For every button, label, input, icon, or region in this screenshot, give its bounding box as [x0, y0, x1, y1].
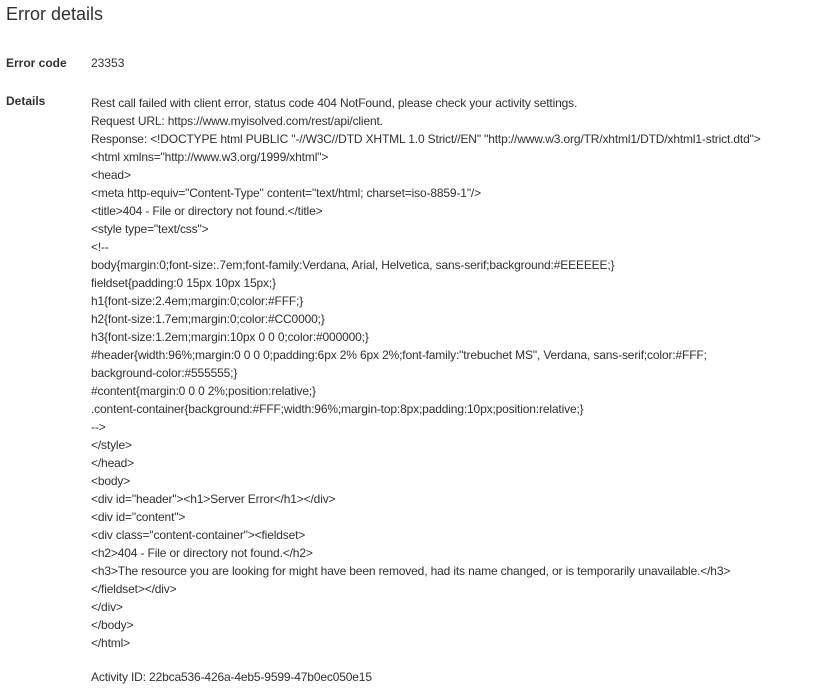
- details-line: h2{font-size:1.7em;margin:0;color:#CC0000;}: [91, 312, 325, 326]
- details-line: <html xmlns="http://www.w3.org/1999/xhtml">: [91, 150, 329, 164]
- details-line: Rest call failed with client error, status code 404 NotFound, please check your activity settings.: [91, 96, 578, 110]
- details-line: </style>: [91, 438, 132, 452]
- details-text: [91, 94, 836, 652]
- details-line: h1{font-size:2.4em;margin:0;color:#FFF;}: [91, 294, 304, 308]
- details-line: background-color:#555555;}: [91, 366, 238, 380]
- details-line: #header{width:96%;margin:0 0 0 0;padding:6px 2% 6px 2%;font-family:"trebuchet MS", Verdana, sans-serif;color:#FFF;: [91, 348, 707, 362]
- error-code-label: Error code: [6, 56, 67, 70]
- details-line: </html>: [91, 636, 130, 650]
- details-line: <!--: [91, 240, 109, 254]
- error-code-value: 23353: [91, 56, 125, 70]
- details-line: <head>: [91, 168, 131, 182]
- activity-id: Activity ID: 22bca536-426a-4eb5-9599-47b0ec050e15: [91, 670, 372, 684]
- details-line: </body>: [91, 618, 134, 632]
- panel-title: Error details: [6, 4, 104, 24]
- details-line: <div id="header"><h1>Server Error</h1></div>: [91, 492, 336, 506]
- details-line: <title>404 - File or directory not found.</title>: [91, 204, 323, 218]
- details-line: <div id="content">: [91, 510, 186, 524]
- details-line: Request URL: https://www.myisolved.com/rest/api/client.: [91, 114, 383, 128]
- details-line: <div class="content-container"><fieldset>: [91, 528, 306, 542]
- details-line: body{margin:0;font-size:.7em;font-family:Verdana, Arial, Helvetica, sans-serif;background:#EEEEEE;}: [91, 258, 615, 272]
- details-line: .content-container{background:#FFF;width:96%;margin-top:8px;padding:10px;position:relative;}: [91, 402, 584, 416]
- details-line: Response: <!DOCTYPE html PUBLIC "-//W3C//DTD XHTML 1.0 Strict//EN" "http://www.w3.org/TR/xhtml1/DTD/xhtml1-strict.dtd">: [91, 132, 761, 146]
- details-line: </fieldset></div>: [91, 582, 177, 596]
- details-line: fieldset{padding:0 15px 10px 15px;}: [91, 276, 276, 290]
- details-line: <h3>The resource you are looking for might have been removed, had its name changed, or is temporarily unavailable.</h3>: [91, 564, 731, 578]
- details-line: -->: [91, 420, 106, 434]
- details-line: <body>: [91, 474, 131, 488]
- details-line: h3{font-size:1.2em;margin:10px 0 0 0;color:#000000;}: [91, 330, 369, 344]
- details-line: <meta http-equiv="Content-Type" content="text/html; charset=iso-8859-1"/>: [91, 186, 481, 200]
- details-line: </div>: [91, 600, 123, 614]
- details-line: </head>: [91, 456, 134, 470]
- details-line: <style type="text/css">: [91, 222, 209, 236]
- details-label: Details: [6, 94, 46, 108]
- details-line: <h2>404 - File or directory not found.</h2>: [91, 546, 313, 560]
- details-line: #content{margin:0 0 0 2%;position:relative;}: [91, 384, 316, 398]
